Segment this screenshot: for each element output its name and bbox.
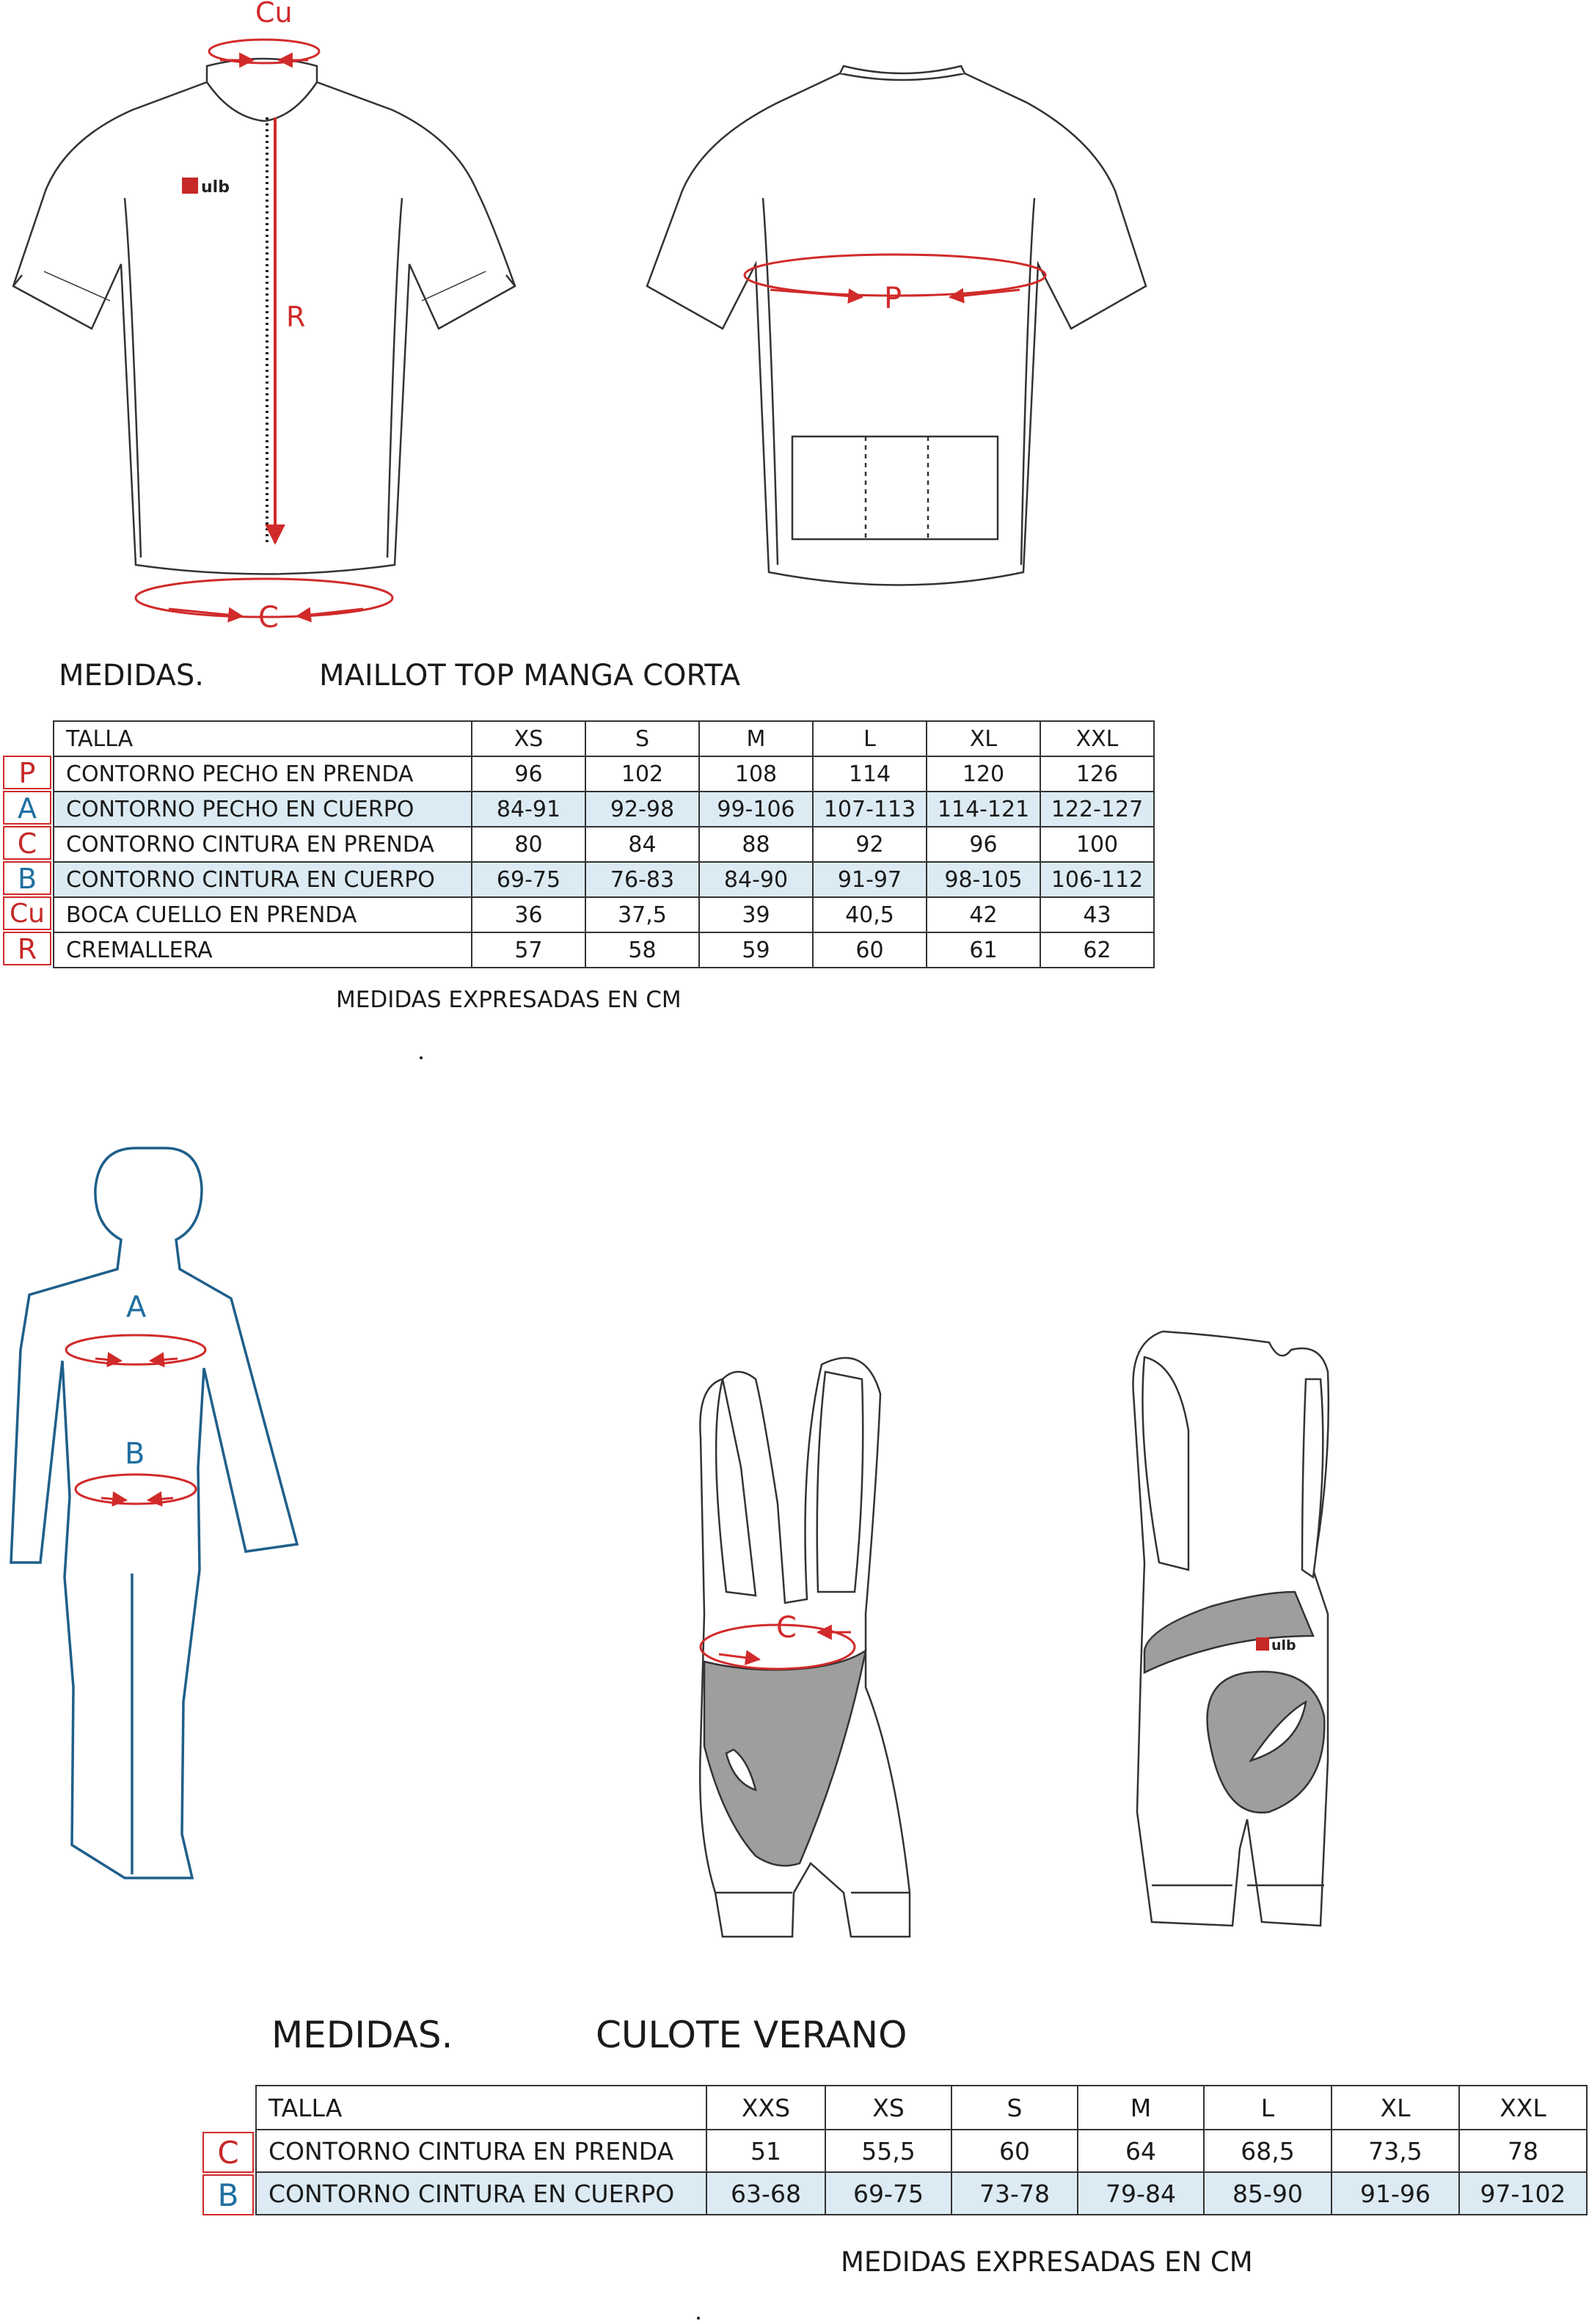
cell: 91-97	[813, 862, 927, 897]
cell: 62	[1040, 932, 1154, 968]
key-cu: Cu	[3, 896, 51, 930]
jersey-size-table	[53, 720, 1155, 968]
cell: 92	[813, 827, 927, 862]
row-label: CONTORNO CINTURA EN CUERPO	[54, 862, 472, 897]
bib-back-drawing	[1133, 1331, 1329, 1926]
cell: 99-106	[699, 792, 813, 827]
key-b-bib: B	[202, 2174, 254, 2215]
b-ellipse	[76, 1475, 196, 1504]
stray-dot	[420, 1056, 423, 1059]
table-header-row	[54, 721, 1154, 756]
jersey-back-drawing	[647, 66, 1146, 585]
bib-front-drawing	[700, 1358, 910, 1937]
header-cell: XS	[472, 721, 585, 756]
cell: 92-98	[585, 792, 699, 827]
jersey-front-drawing	[13, 59, 515, 574]
key-p: P	[3, 756, 51, 789]
header-cell: S	[585, 721, 699, 756]
cell: 61	[927, 932, 1040, 968]
cell: 55,5	[825, 2130, 951, 2172]
cell: 58	[585, 932, 699, 968]
a-ellipse	[66, 1335, 205, 1364]
c-bib-label: C	[776, 1611, 797, 1645]
cell: 73-78	[951, 2172, 1078, 2215]
row-label: BOCA CUELLO EN PRENDA	[54, 897, 472, 932]
cell: 60	[951, 2130, 1078, 2172]
header-cell: XXL	[1459, 2086, 1587, 2130]
row-label: CONTORNO CINTURA EN PRENDA	[256, 2130, 706, 2172]
cell: 85-90	[1204, 2172, 1332, 2215]
a-label: A	[126, 1290, 147, 1324]
header-cell: XL	[1332, 2086, 1459, 2130]
cell: 126	[1040, 756, 1154, 792]
cell: 114-121	[927, 792, 1040, 827]
table-row	[54, 897, 1154, 932]
header-cell: TALLA	[54, 721, 472, 756]
cell: 39	[699, 897, 813, 932]
header-cell: XL	[927, 721, 1040, 756]
header-cell: L	[813, 721, 927, 756]
cell: 107-113	[813, 792, 927, 827]
cell: 91-96	[1332, 2172, 1459, 2215]
cell: 64	[1078, 2130, 1204, 2172]
cell: 69-75	[825, 2172, 951, 2215]
key-b: B	[3, 861, 51, 895]
cell: 42	[927, 897, 1040, 932]
cell: 60	[813, 932, 927, 968]
header-cell: TALLA	[256, 2086, 706, 2130]
p-label: P	[884, 282, 902, 315]
header-cell: L	[1204, 2086, 1332, 2130]
brand-text-front: ulb	[201, 178, 230, 197]
cell: 40,5	[813, 897, 927, 932]
row-label: CONTORNO PECHO EN CUERPO	[54, 792, 472, 827]
bib-size-table	[255, 2085, 1588, 2215]
cell: 84-90	[699, 862, 813, 897]
table-row	[54, 756, 1154, 792]
row-label: CONTORNO CINTURA EN PRENDA	[54, 827, 472, 862]
bib-heading-left: MEDIDAS.	[271, 2014, 453, 2056]
cell: 80	[472, 827, 585, 862]
cell: 122-127	[1040, 792, 1154, 827]
key-c-bib: C	[202, 2132, 254, 2173]
cell: 96	[472, 756, 585, 792]
bib-units-note: MEDIDAS EXPRESADAS EN CM	[841, 2246, 1253, 2278]
cell: 69-75	[472, 862, 585, 897]
r-label: R	[286, 301, 306, 333]
jersey-heading-right: MAILLOT TOP MANGA CORTA	[319, 659, 741, 693]
b-label: B	[125, 1437, 145, 1471]
table-row	[54, 827, 1154, 862]
cell: 57	[472, 932, 585, 968]
header-cell: S	[951, 2086, 1078, 2130]
cell: 98-105	[927, 862, 1040, 897]
cell: 36	[472, 897, 585, 932]
table-row	[256, 2172, 1587, 2215]
row-label: CONTORNO PECHO EN PRENDA	[54, 756, 472, 792]
stray-dot	[697, 2317, 700, 2320]
table-row	[256, 2130, 1587, 2172]
cell: 76-83	[585, 862, 699, 897]
cell: 68,5	[1204, 2130, 1332, 2172]
cell: 59	[699, 932, 813, 968]
brand-text-back: ulb	[1271, 1637, 1296, 1654]
cell: 63-68	[706, 2172, 825, 2215]
cell: 88	[699, 827, 813, 862]
header-cell: XXS	[706, 2086, 825, 2130]
cell: 51	[706, 2130, 825, 2172]
cell: 78	[1459, 2130, 1587, 2172]
cell: 84-91	[472, 792, 585, 827]
c-jersey-label: C	[258, 601, 279, 635]
cell: 102	[585, 756, 699, 792]
key-r: R	[3, 932, 51, 965]
cell: 79-84	[1078, 2172, 1204, 2215]
cell: 108	[699, 756, 813, 792]
cell: 120	[927, 756, 1040, 792]
bib-heading-right: CULOTE VERANO	[596, 2014, 907, 2056]
cell: 100	[1040, 827, 1154, 862]
cell: 96	[927, 827, 1040, 862]
table-header-row	[256, 2086, 1587, 2130]
cu-label: Cu	[255, 0, 293, 29]
header-cell: M	[699, 721, 813, 756]
body-silhouette	[11, 1148, 297, 1878]
cell: 37,5	[585, 897, 699, 932]
jersey-heading-left: MEDIDAS.	[59, 659, 204, 693]
table-row	[54, 792, 1154, 827]
header-cell: XS	[825, 2086, 951, 2130]
row-label: CREMALLERA	[54, 932, 472, 968]
cell: 97-102	[1459, 2172, 1587, 2215]
cell: 84	[585, 827, 699, 862]
table-row	[54, 862, 1154, 897]
table-row	[54, 932, 1154, 968]
cell: 106-112	[1040, 862, 1154, 897]
jersey-units-note: MEDIDAS EXPRESADAS EN CM	[336, 987, 682, 1013]
header-cell: XXL	[1040, 721, 1154, 756]
cell: 114	[813, 756, 927, 792]
cell: 73,5	[1332, 2130, 1459, 2172]
cell: 43	[1040, 897, 1154, 932]
row-label: CONTORNO CINTURA EN CUERPO	[256, 2172, 706, 2215]
key-a: A	[3, 791, 51, 825]
header-cell: M	[1078, 2086, 1204, 2130]
key-c: C	[3, 826, 51, 860]
